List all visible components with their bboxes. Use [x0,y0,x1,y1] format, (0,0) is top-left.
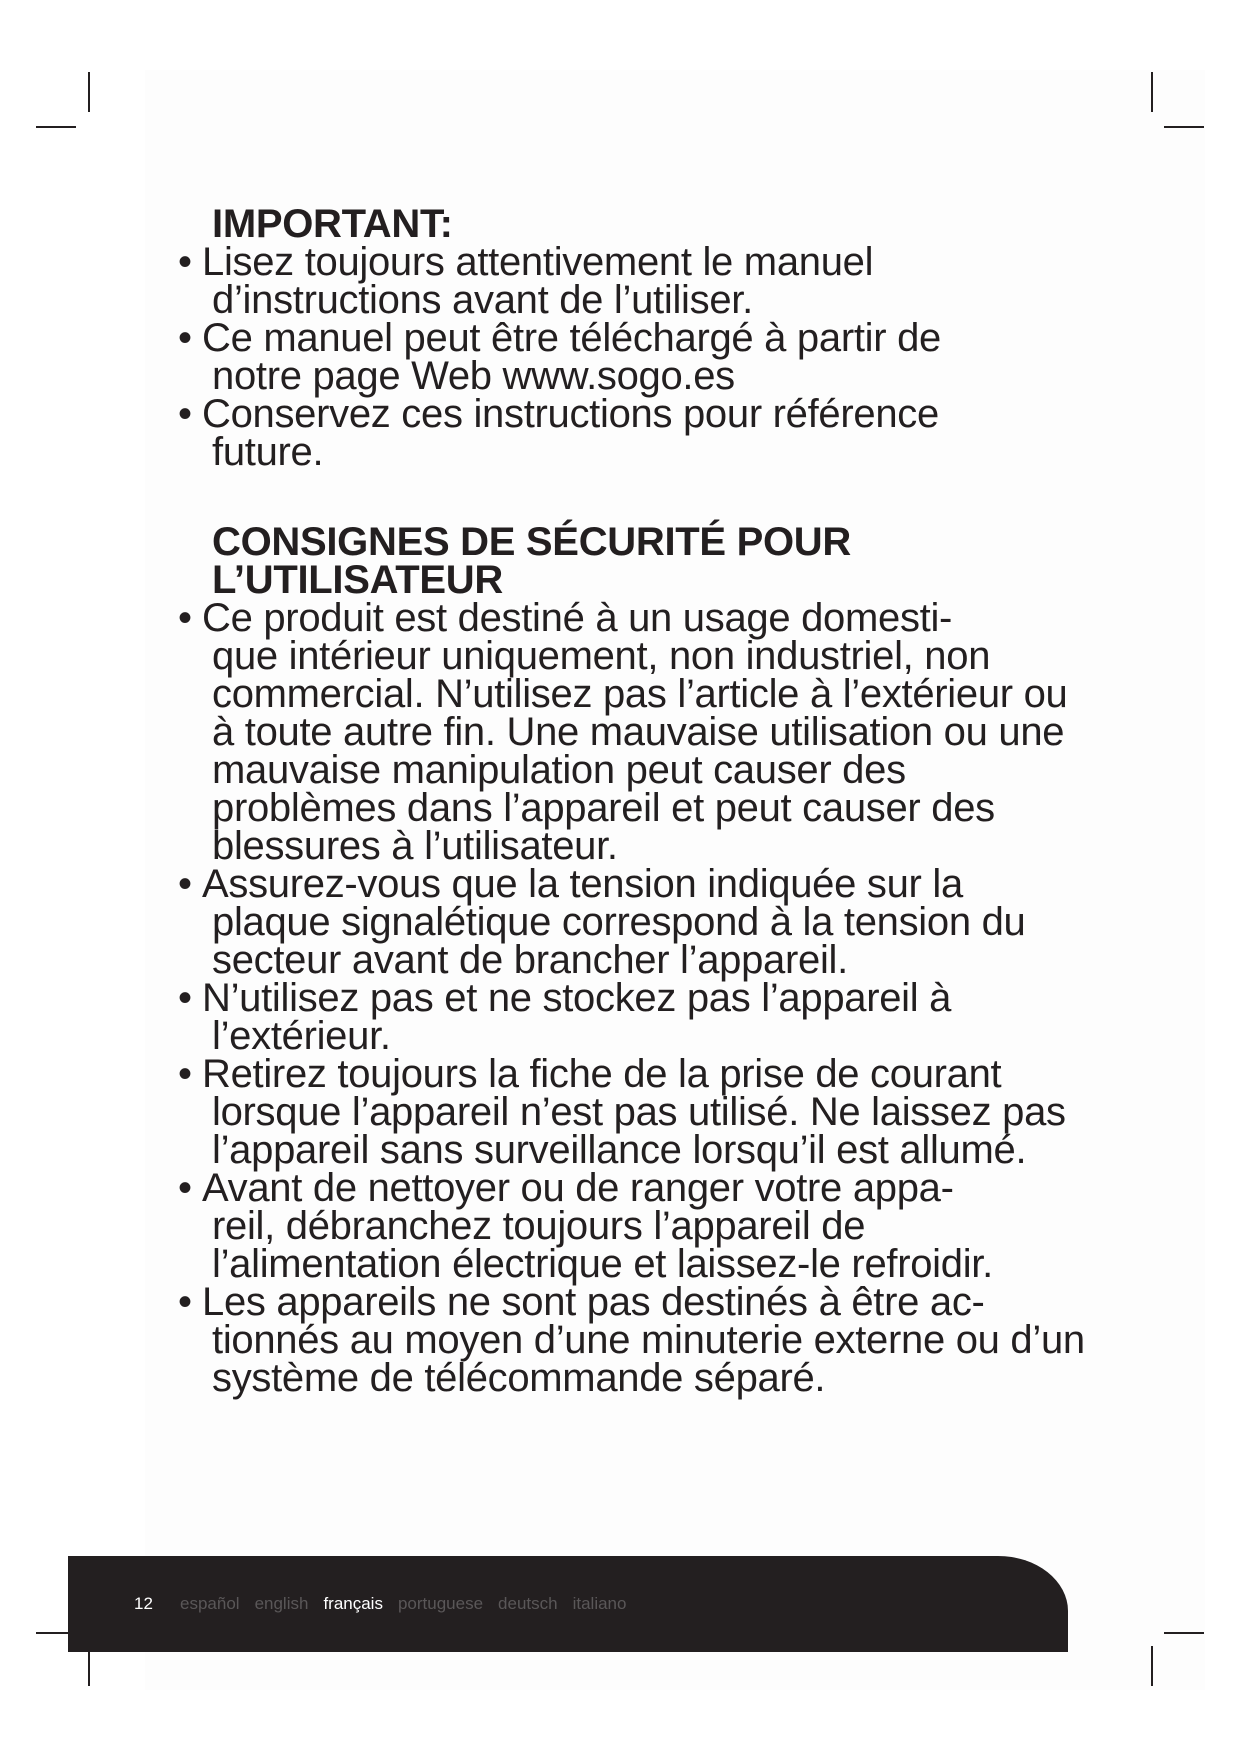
crop-mark-bottom-left-vertical [88,1646,90,1686]
list-item: • Avant de nettoyer ou de ranger votre appa- reil, débranchez toujours l’appareil de l’alimentation électrique et laissez-le refroidir. [178,1166,993,1286]
language-francais: français [323,1594,383,1613]
crop-mark-bottom-right-horizontal [1164,1632,1204,1634]
bullet-icon: • [178,240,192,284]
crop-mark-top-right-vertical [1151,72,1153,112]
main-content [170,202,1090,1400]
language-portuguese: portuguese [397,1594,484,1613]
crop-mark-top-left-vertical [88,72,90,112]
crop-mark-bottom-right-vertical [1151,1646,1153,1686]
list-item: • Ce manuel peut être téléchargé à partir de notre page Web www.sogo.es [178,316,941,398]
language-espanol: español [180,1594,240,1613]
language-nav [180,1594,626,1614]
list-item: • N’utilisez pas et ne stockez pas l’appareil à l’extérieur. [178,976,952,1058]
list-item: • Les appareils ne sont pas destinés à être ac- tionnés au moyen d’une minuterie externe ou d’un système de télécommande séparé. [178,1280,1085,1400]
bullet-icon: • [178,862,192,906]
list-item: • Retirez toujours la fiche de la prise de courant lorsque l’appareil n’est pas utilisé. Ne laissez pas l’appareil sans surveillance lorsqu’il est allumé. [178,1052,1066,1172]
safety-heading-line-2: L’UTILISATEUR [212,558,503,602]
safety-heading-line-1: CONSIGNES DE SÉCURITÉ POUR [212,520,851,564]
crop-mark-top-right-horizontal [1164,126,1204,128]
language-italiano: italiano [572,1594,627,1613]
important-list [170,240,1090,474]
page-number: 12 [134,1594,153,1613]
list-item: • Conservez ces instructions pour référence future. [178,392,939,474]
safety-list [170,596,1090,1400]
bullet-icon: • [178,1280,192,1324]
important-heading: IMPORTANT: [212,202,453,246]
footer-bar [68,1556,1068,1652]
language-english: english [254,1594,309,1613]
bullet-icon: • [178,596,192,640]
bullet-icon: • [178,1052,192,1096]
bullet-icon: • [178,316,192,360]
bullet-icon: • [178,976,192,1020]
bullet-icon: • [178,392,192,436]
list-item: • Ce produit est destiné à un usage domesti- que intérieur uniquement, non industriel, non commercial. N’utilisez pas l’article à l’extérieur ou à toute autre fin. Une mauvaise utilisation ou une mauvaise manipulation peut causer des problèmes dans l’appareil et peut causer des blessures à l’utilisateur. [178,596,1068,868]
list-item: • Assurez-vous que la tension indiquée sur la plaque signalétique correspond à la tension du secteur avant de brancher l’appareil. [178,862,1026,982]
bullet-icon: • [178,1166,192,1210]
crop-mark-top-left-horizontal [36,126,76,128]
language-deutsch: deutsch [498,1594,558,1613]
list-item: • Lisez toujours attentivement le manuel d’instructions avant de l’utiliser. [178,240,874,322]
